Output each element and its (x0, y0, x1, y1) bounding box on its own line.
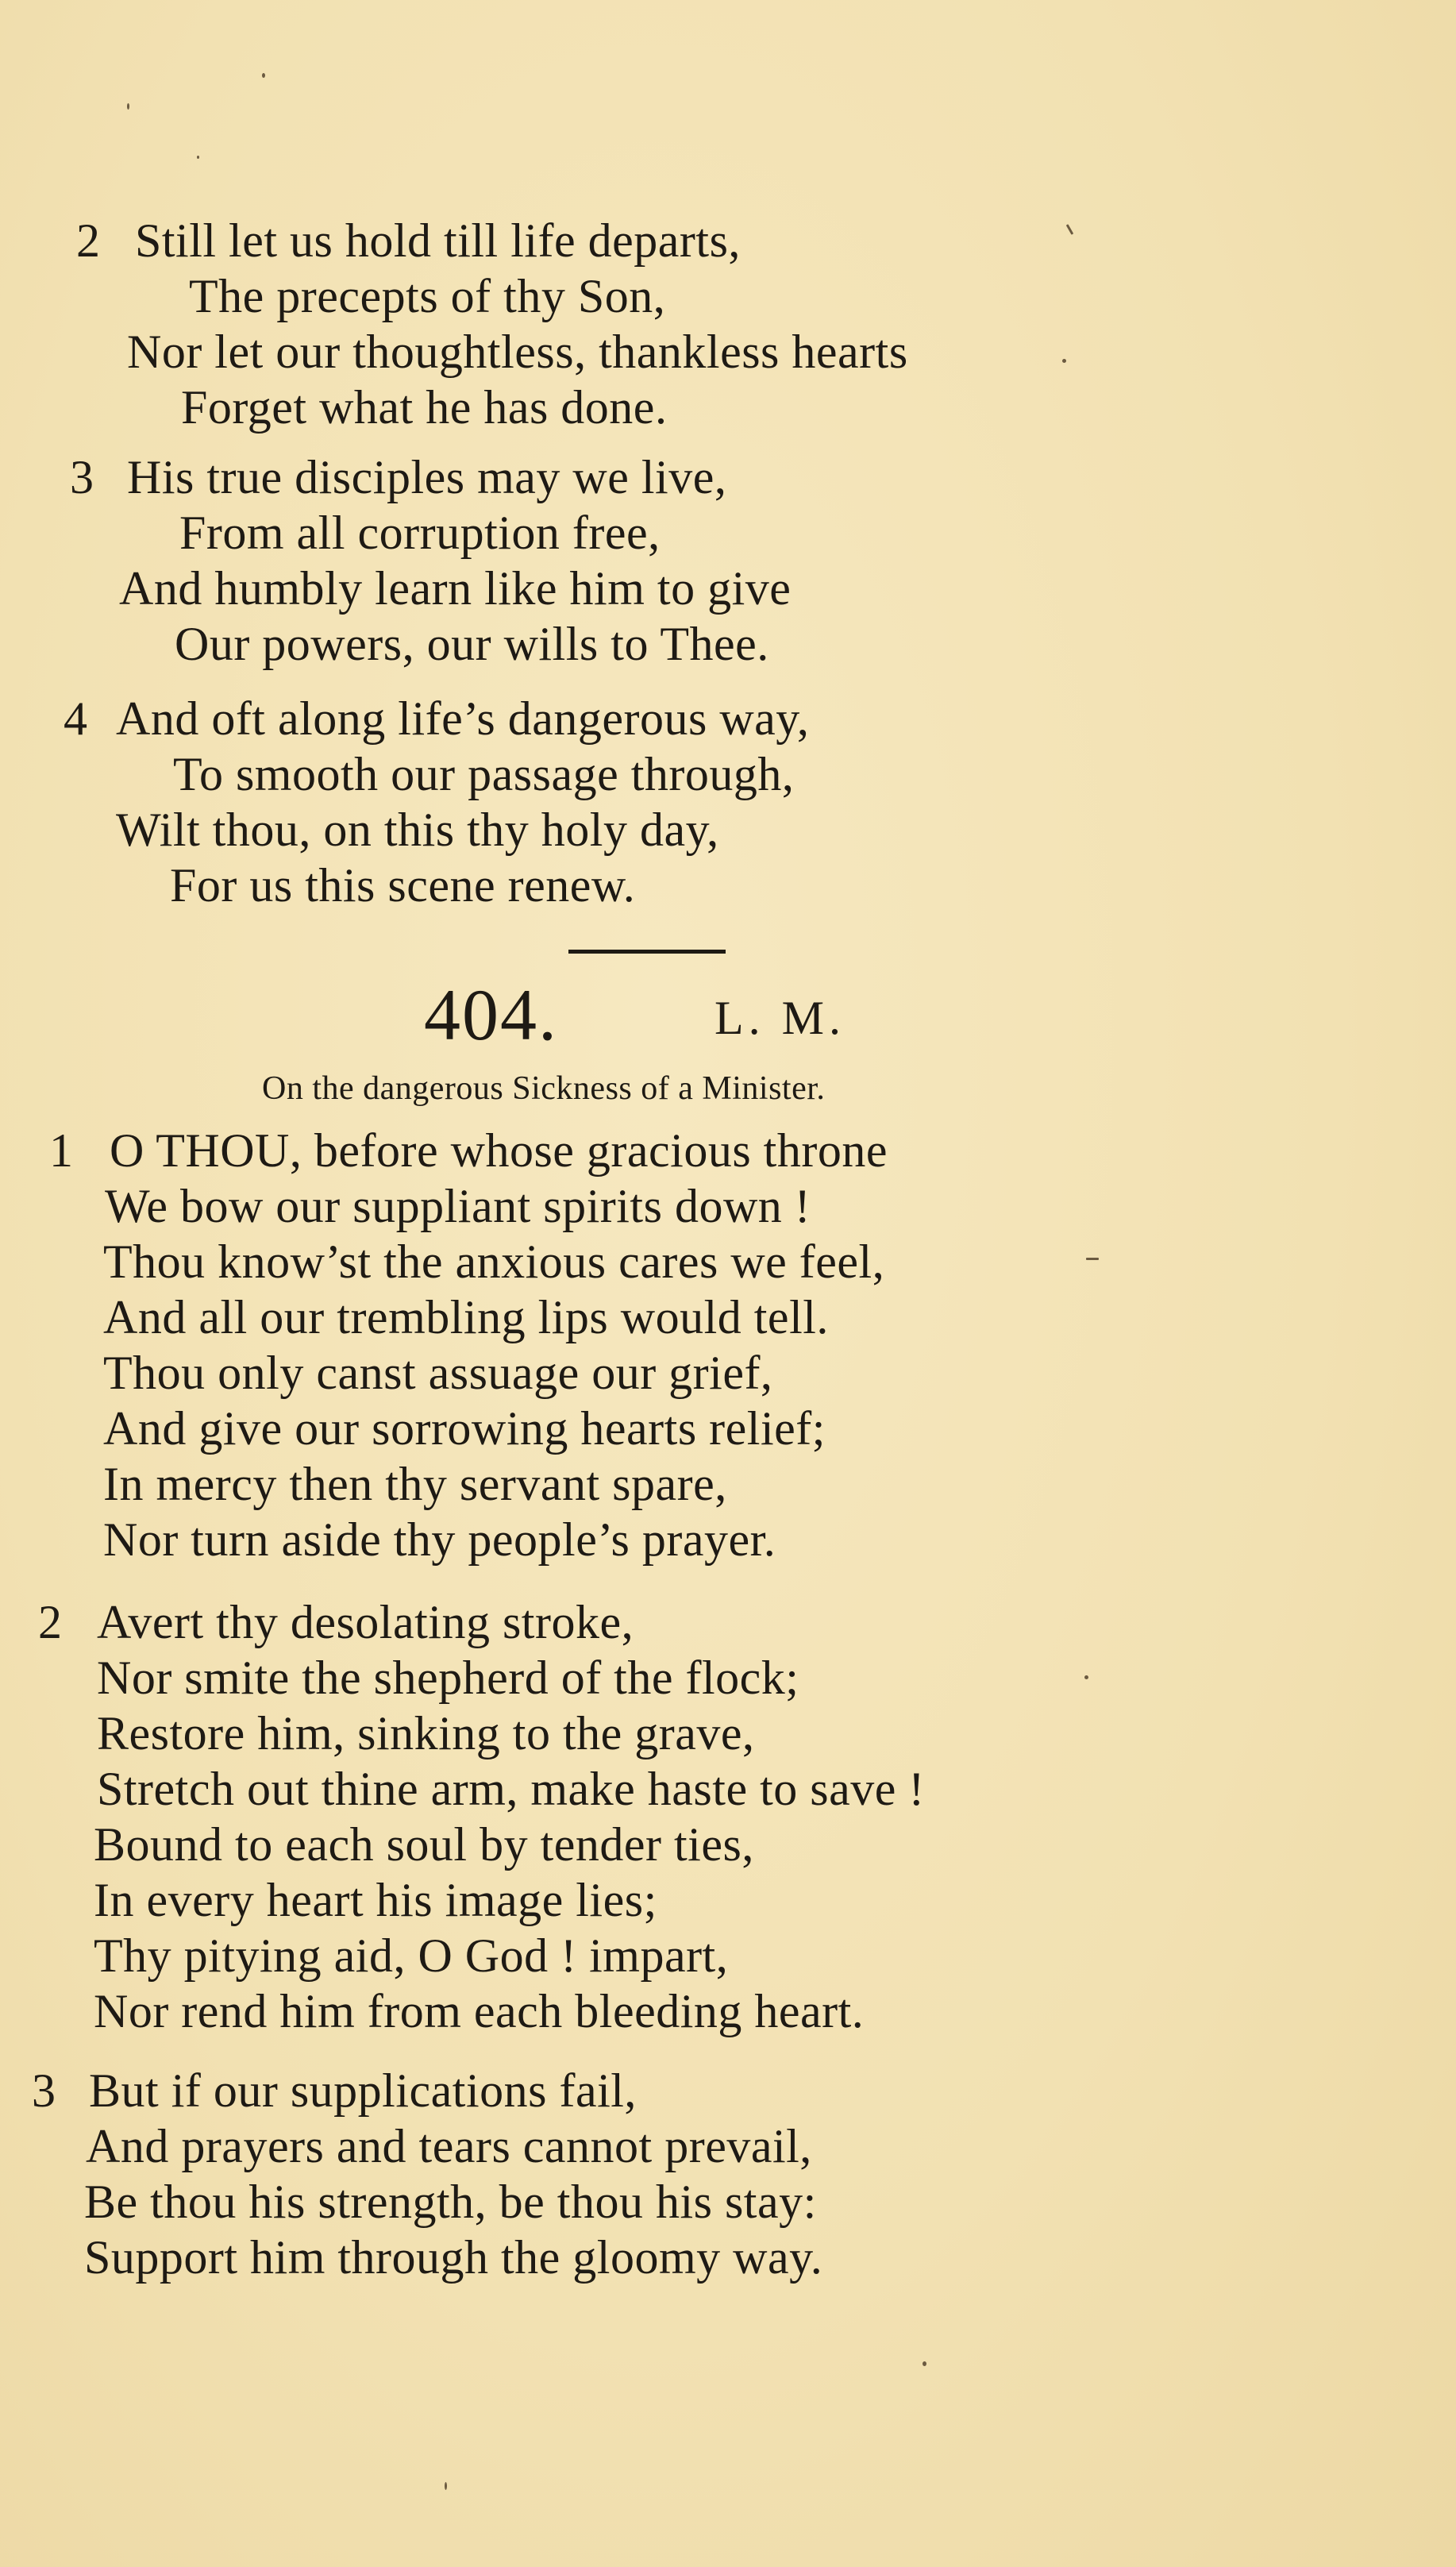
verse-number: 3 (32, 2064, 56, 2117)
paper-speck (923, 2361, 926, 2366)
verse-line: Nor let our thoughtless, thankless hearts (127, 326, 908, 378)
paper-speck (1086, 1258, 1099, 1260)
paper-speck (197, 156, 199, 159)
verse-line: His true disciples may we live, (127, 451, 727, 503)
verse-line: But if our supplications fail, (89, 2064, 637, 2117)
verse-line: Thy pitying aid, O God ! impart, (94, 1929, 729, 1982)
verse-line: Thou know’st the anxious cares we feel, (103, 1235, 885, 1288)
verse-line: Be thou his strength, be thou his stay: (84, 2176, 817, 2228)
verse-number: 3 (70, 451, 94, 503)
verse-line: Restore him, sinking to the grave, (97, 1707, 755, 1760)
verse-line: Stretch out thine arm, make haste to save ! (97, 1763, 925, 1815)
verse-number: 2 (76, 214, 100, 267)
hymn-number: 404. (424, 974, 558, 1055)
verse-line: Avert thy desolating stroke, (97, 1596, 634, 1648)
hymn-subtitle: On the dangerous Sickness of a Minister. (262, 1070, 826, 1107)
verse-line: Thou only canst assuage our grief, (103, 1347, 773, 1399)
verse-line: O THOU, before whose gracious throne (110, 1124, 888, 1177)
verse-line: And give our sorrowing hearts relief; (103, 1402, 826, 1455)
section-divider (568, 950, 726, 954)
paper-speck (1084, 1675, 1088, 1679)
paper-speck (1066, 224, 1074, 235)
hymn-meter: L. M. (715, 992, 845, 1044)
verse-line: Nor smite the shepherd of the flock; (97, 1652, 799, 1704)
verse-line: Bound to each soul by tender ties, (94, 1818, 754, 1871)
verse-number: 2 (38, 1596, 62, 1648)
verse-line: Nor rend him from each bleeding heart. (94, 1985, 865, 2037)
verse-line: And humbly learn like him to give (119, 562, 792, 615)
verse-line: Nor turn aside thy people’s prayer. (103, 1513, 776, 1566)
paper-speck (127, 103, 129, 110)
verse-line: Wilt thou, on this thy holy day, (116, 804, 719, 856)
paper-speck (262, 73, 265, 78)
verse-line: And all our trembling lips would tell. (103, 1291, 829, 1343)
verse-line: Forget what he has done. (181, 381, 668, 434)
verse-number: 1 (49, 1124, 73, 1177)
verse-line: Our powers, our wills to Thee. (175, 618, 769, 670)
verse-line: For us this scene renew. (170, 859, 636, 912)
verse-line: And prayers and tears cannot prevail, (86, 2120, 812, 2172)
paper-speck (445, 2482, 447, 2490)
verse-line: From all corruption free, (179, 507, 661, 559)
verse-number: 4 (64, 692, 87, 745)
verse-line: The precepts of thy Son, (189, 270, 666, 322)
verse-line: Still let us hold till life departs, (135, 214, 741, 267)
verse-line: In mercy then thy servant spare, (103, 1458, 727, 1510)
verse-line: To smooth our passage through, (173, 748, 795, 800)
verse-line: And oft along life’s dangerous way, (116, 692, 810, 745)
paper-speck (1062, 359, 1066, 363)
verse-line: In every heart his image lies; (94, 1874, 657, 1926)
verse-line: Support him through the gloomy way. (84, 2231, 823, 2284)
verse-line: We bow our suppliant spirits down ! (105, 1180, 811, 1232)
